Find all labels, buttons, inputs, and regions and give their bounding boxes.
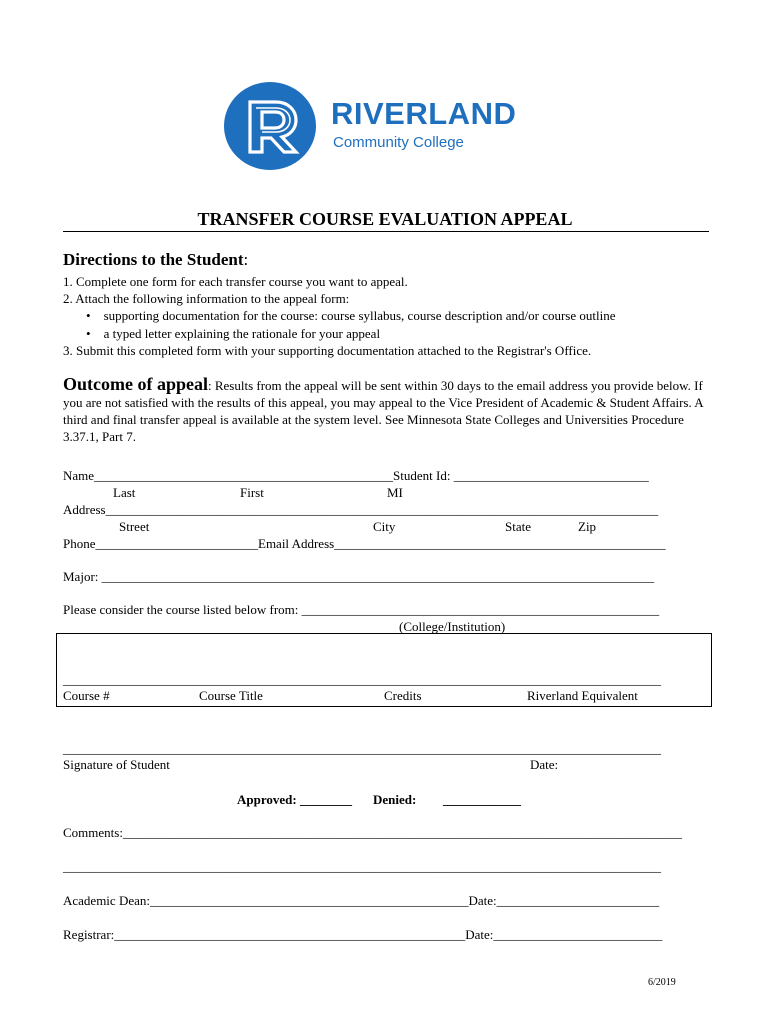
course-col-title: Course Title (199, 688, 263, 703)
address-sub-zip: Zip (578, 519, 597, 534)
major-field[interactable]: Major: _____________________________________________________________________________________ (63, 569, 655, 584)
name-field[interactable]: Name______________________________________________Student Id: ______________________________ (63, 468, 649, 483)
course-col-number: Course # (63, 688, 110, 703)
comments-field[interactable]: Comments:______________________________________________________________________________________ (63, 825, 682, 840)
directions-bullet-2 (86, 326, 380, 342)
outcome-text: : Results from the appeal will be sent within 30 days to the email address you provide below. If you are not satisfied with the results of this appeal, you may appeal to the Vice President of Academic & Student Affairs. A third and final transfer appeal is available at the system level. See Minnesota State Colleges and Universities Procedure 3.37.1, Part 7. (63, 378, 703, 444)
directions-heading (63, 250, 248, 270)
denied-label: Denied: (373, 792, 417, 807)
directions-heading-text: Directions to the Student (63, 250, 244, 269)
logo-brand-sub: Community College (333, 134, 464, 151)
phone-email-field[interactable]: Phone_________________________Email Address___________________________________________________ (63, 536, 666, 551)
course-entry-line[interactable]: ____________________________________________________________________________________________ (63, 672, 661, 687)
name-sub-last: Last (113, 485, 136, 500)
bullet-icon: • (86, 308, 91, 323)
directions-bullet-1 (86, 308, 616, 324)
address-sub-city: City (373, 519, 396, 534)
registrar-field[interactable]: Registrar:______________________________________________________Date:__________________________ (63, 927, 663, 942)
title-divider (63, 231, 709, 232)
address-sub-state: State (505, 519, 531, 534)
signature-line[interactable]: ____________________________________________________________________________________________ (63, 741, 661, 756)
course-col-equivalent: Riverland Equivalent (527, 688, 638, 703)
signature-date-label: Date: (530, 757, 559, 772)
college-field[interactable]: Please consider the course listed below from: _______________________________________________________ (63, 602, 660, 617)
bullet-text: a typed letter explaining the rationale for your appeal (103, 326, 381, 341)
address-field[interactable]: Address_____________________________________________________________________________________ (63, 502, 659, 517)
name-sub-mi: MI (387, 485, 403, 500)
riverland-logo-mark (224, 82, 316, 170)
name-sub-first: First (240, 485, 264, 500)
signature-label: Signature of Student (63, 757, 170, 772)
address-sub-street: Street (119, 519, 150, 534)
logo-brand-name: RIVERLAND (331, 96, 517, 131)
outcome-heading: Outcome of appeal (63, 374, 208, 394)
denied-field[interactable]: ____________ (443, 792, 521, 807)
academic-dean-field[interactable]: Academic Dean:_________________________________________________Date:_________________________ (63, 893, 660, 908)
course-col-credits: Credits (384, 688, 422, 703)
comments-field-2[interactable]: ____________________________________________________________________________________________ (63, 859, 661, 874)
footer-date: 6/2019 (648, 977, 676, 988)
page-title: TRANSFER COURSE EVALUATION APPEAL (197, 209, 573, 229)
directions-item-3: 3. Submit this completed form with your supporting documentation attached to the Registrar's Office. (63, 343, 592, 358)
outcome-paragraph (63, 376, 711, 445)
bullet-text: supporting documentation for the course: course syllabus, course description and/or course outline (103, 308, 616, 323)
directions-item-1: 1. Complete one form for each transfer course you want to appeal. (63, 274, 408, 289)
directions-heading-colon: : (243, 250, 249, 269)
college-label: (College/Institution) (399, 619, 506, 634)
approved-field[interactable]: Approved: ________ (237, 792, 352, 807)
bullet-icon: • (86, 326, 91, 341)
directions-item-2: 2. Attach the following information to the appeal form: (63, 291, 350, 306)
